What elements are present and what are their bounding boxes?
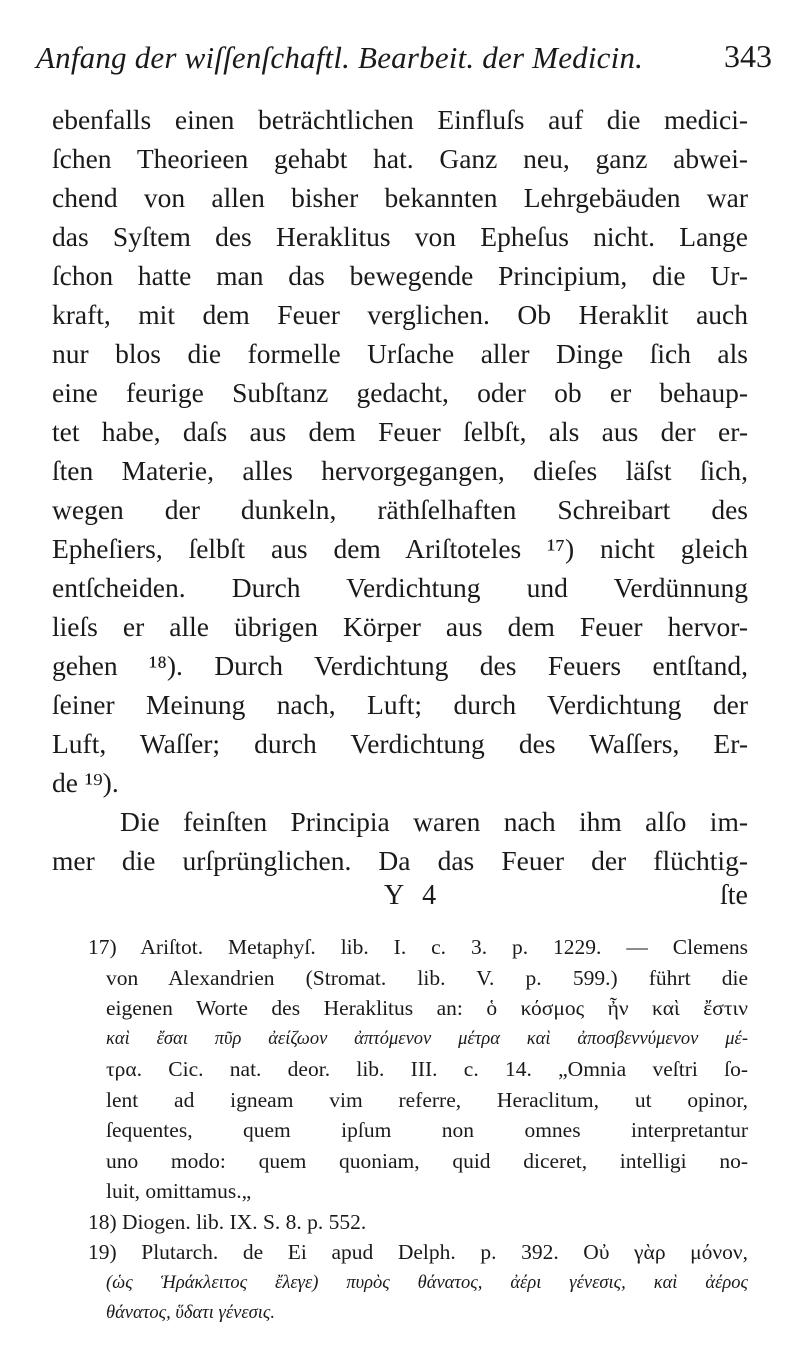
footnote-line: 18) Diogen. lib. IX. S. 8. p. 552.	[88, 1209, 367, 1234]
body-line: Epheſiers, ſelbſt aus dem Ariſtoteles ¹⁷) nicht gleich	[52, 533, 748, 564]
body-line: ſeiner Meinung nach, Luft; durch Verdichtung der	[52, 689, 748, 720]
body-line: mer die urſprünglichen. Da das Feuer der flüchtig-	[52, 845, 748, 876]
body-line: chend von allen bisher bekannten Lehrgebäuden war	[52, 182, 748, 213]
body-line: tet habe, daſs aus dem Feuer ſelbſt, als aus der er-	[52, 416, 748, 447]
body-line: wegen der dunkeln, räthſelhaften Schreibart des	[52, 494, 748, 525]
body-line: ebenfalls einen beträchtlichen Einfluſs auf die medici-	[52, 104, 748, 135]
running-title: Anfang der wiſſenſchaftl. Bearbeit. der Medicin.	[36, 40, 644, 75]
footnote-line: 19) Plutarch. de Ei apud Delph. p. 392. Οὐ γὰρ μόνον,	[88, 1240, 748, 1264]
footnotes	[88, 932, 748, 1329]
footnote-line: τρα. Cic. nat. deor. lib. III. c. 14. „Omnia veſtri ſo-	[106, 1057, 748, 1081]
body-line: ſten Materie, alles hervorgegangen, dieſes läſst ſich,	[52, 455, 748, 486]
body-text	[52, 100, 748, 880]
footnote-line-greek: καὶ ἔσαι πῦρ ἀείζωον ἀπτόμενον μέτρα καὶ ἀποσβεννύμενον μέ-	[106, 1028, 748, 1049]
page-number: 343	[724, 38, 772, 74]
body-line: Luft, Waſſer; durch Verdichtung des Waſſers, Er-	[52, 728, 748, 759]
signature-mark: Y 4	[384, 880, 443, 911]
footnote-line: luit, omittamus.„	[106, 1179, 252, 1203]
footnote-line: lent ad igneam vim referre, Heraclitum, ut opinor,	[106, 1087, 748, 1112]
body-line: eine feurige Subſtanz gedacht, oder ob er behaup-	[52, 377, 748, 408]
body-line: das Syſtem des Heraklitus von Epheſus nicht. Lange	[52, 221, 748, 252]
body-line: ſchen Theorieen gehabt hat. Ganz neu, ganz abwei-	[52, 143, 748, 174]
body-line: nur blos die formelle Urſache aller Dinge ſich als	[52, 338, 748, 369]
footnote-line: von Alexandrien (Stromat. lib. V. p. 599.) führt die	[106, 965, 748, 990]
footnote-line-greek: θάνατος, ὕδατι γένεσις.	[106, 1303, 276, 1323]
catchword: ſte	[720, 880, 748, 911]
footnote-line: eigenen Worte des Heraklitus an: ὁ κόσμος ἦν καὶ ἔστιν	[106, 996, 748, 1020]
footnote-line-greek: (ὡς Ἡράκλειτος ἔλεγε) πυρὸς θάνατος, ἀέρι γένεσις, καὶ ἀέρος	[106, 1272, 748, 1293]
body-line: de ¹⁹).	[52, 767, 119, 798]
footnote-line: ſequentes, quem ipſum non omnes interpretantur	[106, 1118, 748, 1142]
body-line: kraft, mit dem Feuer verglichen. Ob Heraklit auch	[52, 299, 748, 330]
signature-line	[52, 880, 748, 916]
body-line: gehen ¹⁸). Durch Verdichtung des Feuers entſtand,	[52, 650, 748, 681]
footnote-line: uno modo: quem quoniam, quid diceret, intelligi no-	[106, 1148, 748, 1173]
body-line: lieſs er alle übrigen Körper aus dem Feuer hervor-	[52, 611, 748, 642]
body-line-paragraph-start: Die feinſten Principia waren nach ihm alſo im-	[120, 806, 748, 837]
body-line: ſchon hatte man das bewegende Principium, die Ur-	[52, 260, 748, 291]
body-line: entſcheiden. Durch Verdichtung und Verdünnung	[52, 572, 748, 603]
page-header	[36, 36, 772, 80]
footnote-line: 17) Ariſtot. Metaphyſ. lib. I. c. 3. p. 1229. — Clemens	[88, 935, 748, 959]
